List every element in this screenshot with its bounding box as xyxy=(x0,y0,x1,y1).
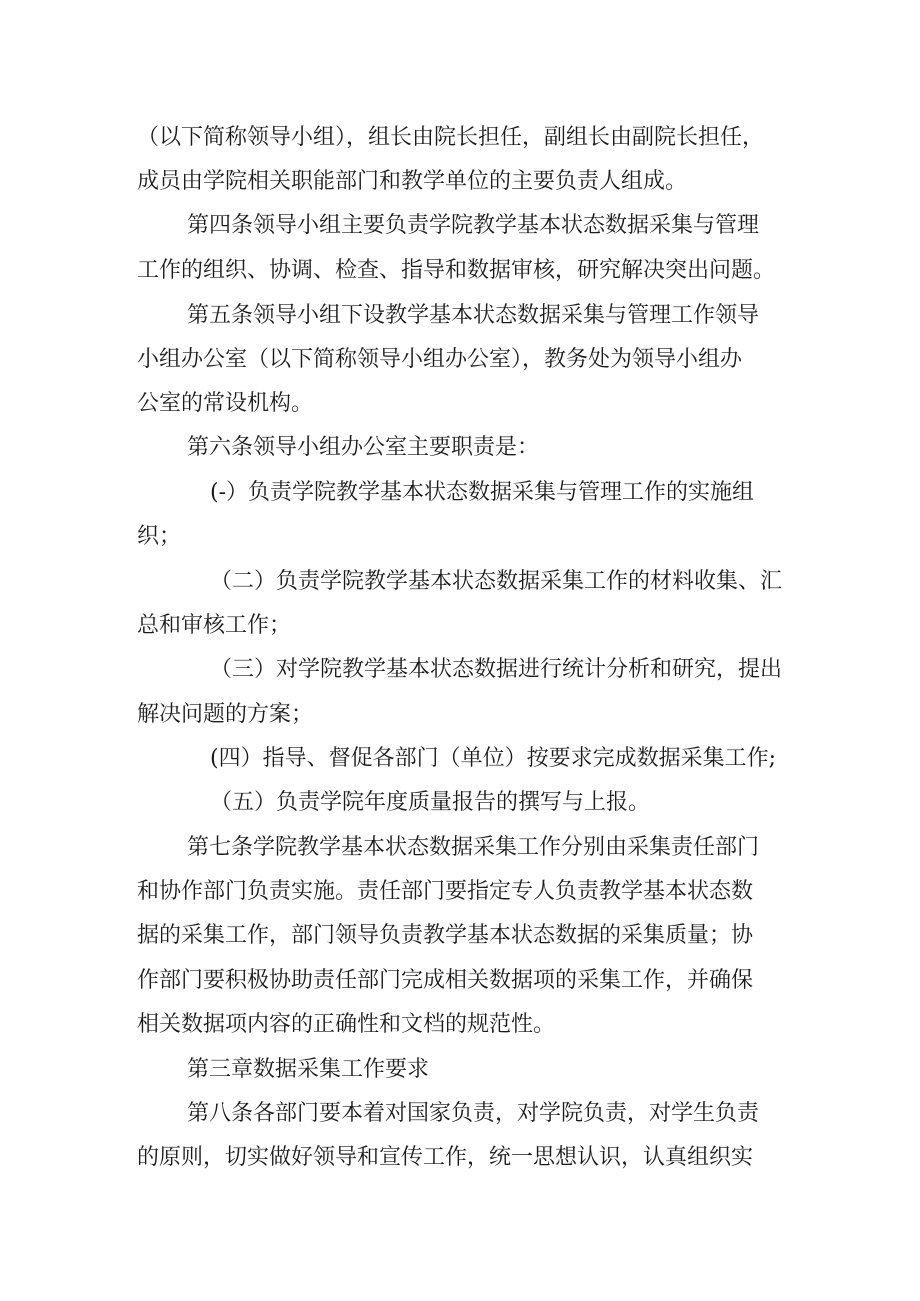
text-line: 公室的常设机构。 xyxy=(137,391,314,416)
list-item-5: （五）负责学院年度质量报告的撰写与上报。 xyxy=(210,790,651,815)
text-line: 相关数据项内容的正确性和文档的规范性。 xyxy=(137,1012,556,1037)
list-item-1: (-）负责学院教学基本状态数据采集与管理工作的实施组 xyxy=(210,480,755,505)
list-item-4: (四）指导、督促各部门（单位）按要求完成数据采集工作; xyxy=(210,746,776,771)
text-line: 小组办公室（以下简称领导小组办公室），教务处为领导小组办 xyxy=(137,347,743,372)
text-line: 据的采集工作，部门领导负责教学基本状态数据的采集质量；协 xyxy=(137,923,754,948)
list-item-3: （三）对学院教学基本状态数据进行统计分析和研究，提出 xyxy=(210,657,783,682)
text-line: 解决问题的方案； xyxy=(137,702,314,727)
article-8-paragraph: 第八条各部门要本着对国家负责，对学院负责，对学生负责 xyxy=(187,1101,760,1126)
text-line: 的原则，切实做好领导和宣传工作，统一思想认识，认真组织实 xyxy=(137,1145,754,1170)
text-line: 总和审核工作； xyxy=(137,613,292,638)
text-line: 作部门要积极协助责任部门完成相关数据项的采集工作，并确保 xyxy=(137,968,754,993)
text-line: 织； xyxy=(137,524,182,549)
text-line: 工作的组织、协调、检查、指导和数据审核，研究解决突出问题。 xyxy=(137,258,776,283)
text-line: 和协作部门负责实施。责任部门要指定专人负责教学基本状态数 xyxy=(137,879,754,904)
text-line: 成员由学院相关职能部门和教学单位的主要负责人组成。 xyxy=(137,169,688,194)
chapter-3-heading: 第三章数据采集工作要求 xyxy=(187,1057,430,1082)
article-5-paragraph: 第五条领导小组下设教学基本状态数据采集与管理工作领导 xyxy=(187,303,760,328)
article-4-paragraph: 第四条领导小组主要负责学院教学基本状态数据采集与管理 xyxy=(187,213,760,238)
text-line: （以下简称领导小组），组长由院长担任，副组长由副院长担任， xyxy=(137,125,765,150)
list-item-2: （二）负责学院教学基本状态数据采集工作的材料收集、汇 xyxy=(210,569,783,594)
article-7-paragraph: 第七条学院教学基本状态数据采集工作分别由采集责任部门 xyxy=(187,835,760,860)
article-6-heading: 第六条领导小组办公室主要职责是： xyxy=(187,435,540,460)
